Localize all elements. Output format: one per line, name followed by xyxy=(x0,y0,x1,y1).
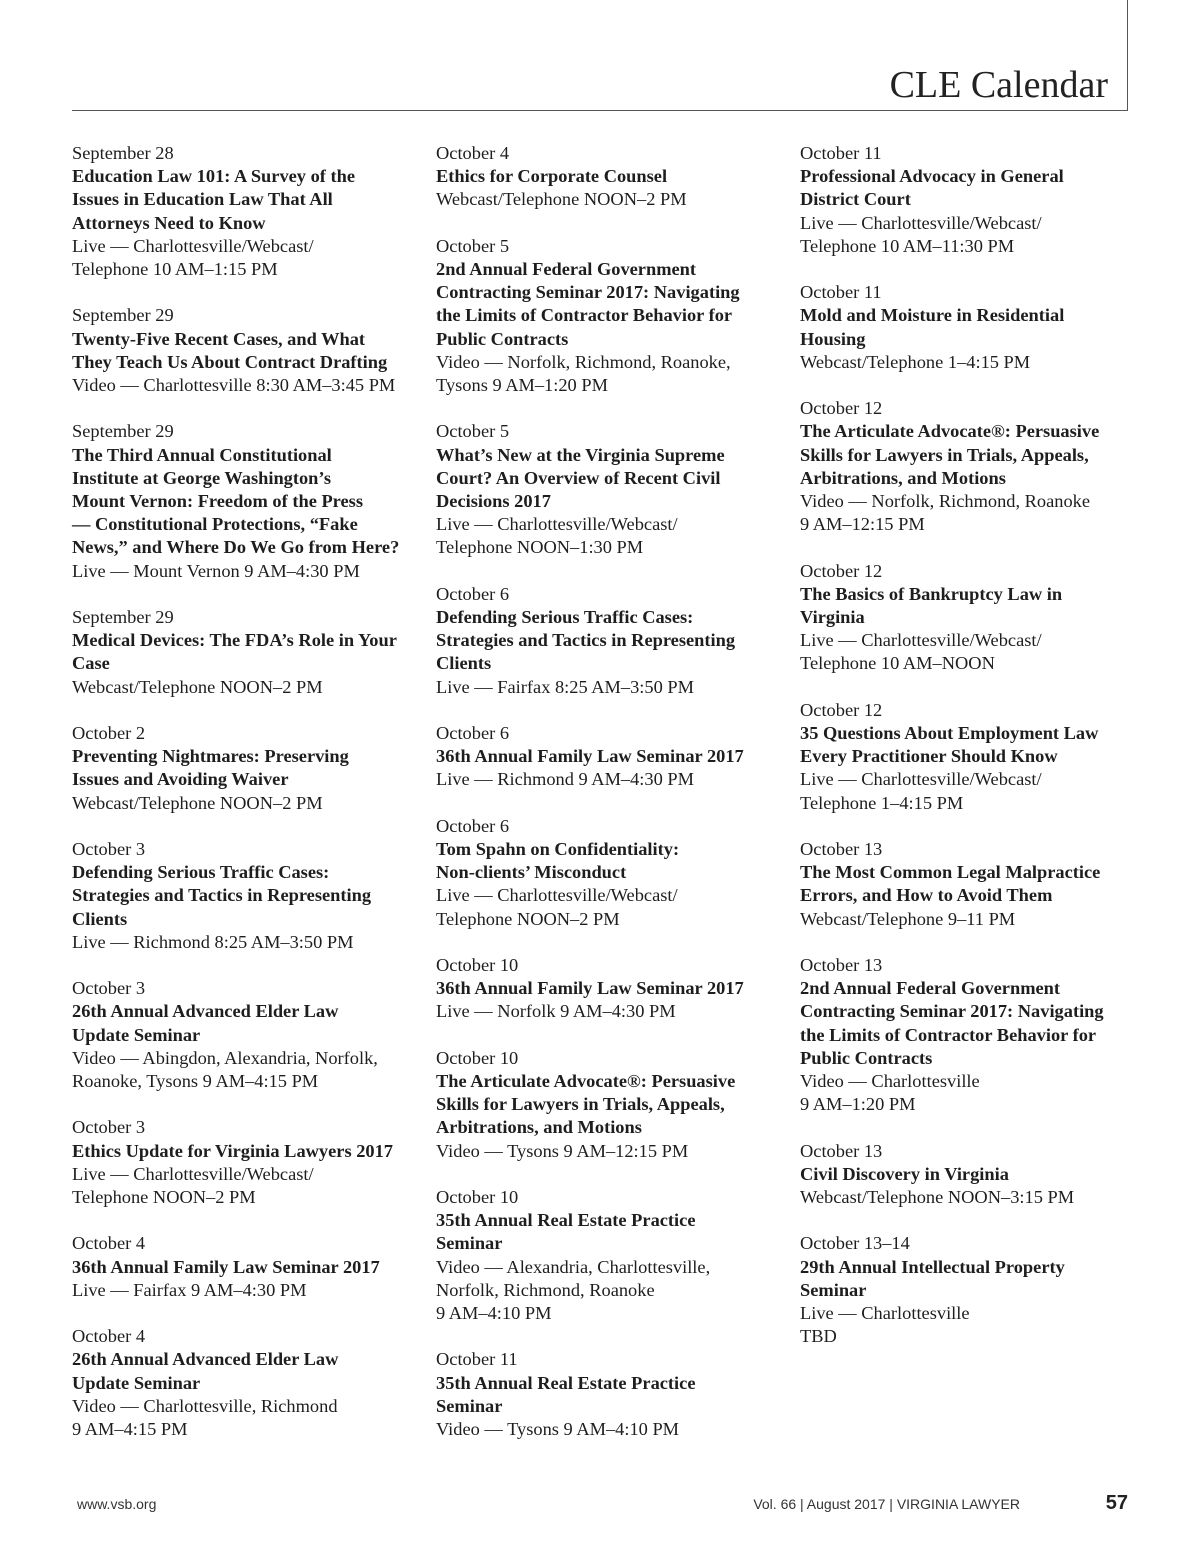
calendar-entry xyxy=(800,699,1152,815)
entry-title-line: 26th Annual Advanced Elder Law xyxy=(72,1001,339,1022)
entry-details-line: Live — Charlottesville xyxy=(800,1303,970,1324)
entry-date: October 10 xyxy=(436,1047,519,1068)
entry-title-line: Civil Discovery in Virginia xyxy=(800,1163,1009,1184)
entry-details-line: Video — Norfolk, Richmond, Roanoke xyxy=(800,491,1091,512)
footer-website: www.vsb.org xyxy=(77,1496,157,1512)
entry-title-line: Public Contracts xyxy=(436,328,569,349)
entry-details-line: Telephone NOON–2 PM xyxy=(436,908,620,929)
header-rule xyxy=(72,110,1128,111)
entry-title-line: 36th Annual Family Law Seminar 2017 xyxy=(72,1256,380,1277)
entry-date: October 3 xyxy=(72,978,146,999)
entry-date: October 3 xyxy=(72,839,146,860)
entry-title-line: The Third Annual Constitutional xyxy=(72,444,332,465)
entry-title-line: — Constitutional Protections, “Fake xyxy=(72,514,358,535)
entry-title-line: Preventing Nightmares: Preserving xyxy=(72,746,349,767)
entry-title-line: Errors, and How to Avoid Them xyxy=(800,885,1053,906)
calendar-entry xyxy=(436,954,788,1024)
entry-date: October 10 xyxy=(436,1187,519,1208)
entry-title-line: Mold and Moisture in Residential xyxy=(800,305,1065,326)
entry-details-line: TBD xyxy=(800,1326,837,1347)
entry-details-line: Video — Charlottesville, Richmond xyxy=(72,1395,338,1416)
entry-details-line: Live — Richmond 9 AM–4:30 PM xyxy=(436,769,694,790)
entry-title-line: Case xyxy=(72,653,110,674)
entry-title-line: Court? An Overview of Recent Civil xyxy=(436,467,721,488)
entry-details-line: Live — Charlottesville/Webcast/ xyxy=(800,630,1042,651)
entry-title-line: Non-clients’ Misconduct xyxy=(436,862,627,883)
entry-title-line: What’s New at the Virginia Supreme xyxy=(436,444,725,465)
entry-date: October 4 xyxy=(72,1326,146,1347)
entry-details-line: Live — Fairfax 9 AM–4:30 PM xyxy=(72,1279,307,1300)
entry-title-line: Skills for Lawyers in Trials, Appeals, xyxy=(436,1094,725,1115)
entry-title-line: The Most Common Legal Malpractice xyxy=(800,862,1101,883)
calendar-entry xyxy=(436,1348,788,1441)
entry-date: October 4 xyxy=(436,143,510,163)
entry-date: October 12 xyxy=(800,560,883,581)
calendar-entry xyxy=(436,583,788,699)
entry-details-line: Telephone 10 AM–1:15 PM xyxy=(72,259,278,280)
calendar-entry xyxy=(800,1140,1152,1210)
entry-title-line: News,” and Where Do We Go from Here? xyxy=(72,537,400,558)
calendar-entry xyxy=(436,142,788,212)
entry-details-line: Webcast/Telephone 1–4:15 PM xyxy=(800,351,1031,372)
entry-date: October 11 xyxy=(800,143,882,163)
calendar-entry xyxy=(436,235,788,397)
entry-title-line: Skills for Lawyers in Trials, Appeals, xyxy=(800,444,1089,465)
entry-date: October 13 xyxy=(800,955,883,976)
entry-date: October 5 xyxy=(436,235,510,256)
calendar-entry xyxy=(436,420,788,559)
entry-details-line: Telephone NOON–2 PM xyxy=(72,1187,256,1208)
entry-details-line: Video — Tysons 9 AM–12:15 PM xyxy=(436,1140,689,1161)
entry-details-line: Video — Norfolk, Richmond, Roanoke, xyxy=(436,351,731,372)
entry-details-line: Telephone 10 AM–NOON xyxy=(800,653,995,674)
entry-title-line: They Teach Us About Contract Drafting xyxy=(72,351,388,372)
entry-title-line: Defending Serious Traffic Cases: xyxy=(72,862,330,883)
entry-date: October 6 xyxy=(436,815,510,836)
entry-title-line: Every Practitioner Should Know xyxy=(800,746,1058,767)
entry-title-line: Issues in Education Law That All xyxy=(72,189,333,210)
entry-title-line: Seminar xyxy=(436,1395,503,1416)
entry-date: October 13 xyxy=(800,1140,883,1161)
entry-date: October 11 xyxy=(800,282,882,303)
entry-date: October 2 xyxy=(72,723,146,744)
calendar-entry xyxy=(436,815,788,931)
entry-date: October 3 xyxy=(72,1117,146,1138)
calendar-entry xyxy=(800,954,1152,1116)
entry-details-line: Live — Charlottesville/Webcast/ xyxy=(436,514,678,535)
entry-details-line: Telephone 10 AM–11:30 PM xyxy=(800,235,1015,256)
entry-title-line: Arbitrations, and Motions xyxy=(800,467,1006,488)
entry-title-line: Clients xyxy=(436,653,492,674)
entry-details-line: Telephone NOON–1:30 PM xyxy=(436,537,644,558)
calendar-entry xyxy=(800,1232,1152,1348)
entry-title-line: Strategies and Tactics in Representing xyxy=(436,630,736,651)
entry-title-line: 36th Annual Family Law Seminar 2017 xyxy=(436,746,744,767)
entry-title-line: Tom Spahn on Confidentiality: xyxy=(436,839,680,860)
entry-details-line: Live — Fairfax 8:25 AM–3:50 PM xyxy=(436,676,694,697)
calendar-entry xyxy=(436,722,788,792)
entry-title-line: Seminar xyxy=(800,1279,867,1300)
calendar-entry xyxy=(72,142,424,281)
entry-title-line: District Court xyxy=(800,189,911,210)
page-title: CLE Calendar xyxy=(889,64,1108,106)
entry-title-line: Contracting Seminar 2017: Navigating xyxy=(800,1001,1104,1022)
entry-date: October 12 xyxy=(800,398,883,419)
entry-title-line: Strategies and Tactics in Representing xyxy=(72,885,372,906)
entry-details-line: Webcast/Telephone NOON–2 PM xyxy=(72,792,323,813)
header-right-rule xyxy=(1127,0,1128,111)
entry-title-line: Update Seminar xyxy=(72,1372,201,1393)
entry-details-line: Webcast/Telephone NOON–3:15 PM xyxy=(800,1187,1075,1208)
entry-date: September 29 xyxy=(72,607,174,628)
calendar-column-2 xyxy=(436,142,788,1464)
entry-details-line: Telephone 1–4:15 PM xyxy=(800,792,964,813)
entry-details-line: Roanoke, Tysons 9 AM–4:15 PM xyxy=(72,1071,319,1092)
entry-title-line: Institute at George Washington’s xyxy=(72,467,332,488)
entry-title-line: the Limits of Contractor Behavior for xyxy=(436,305,733,326)
entry-title-line: the Limits of Contractor Behavior for xyxy=(800,1024,1097,1045)
entry-title-line: Professional Advocacy in General xyxy=(800,166,1064,187)
entry-title-line: Update Seminar xyxy=(72,1024,201,1045)
calendar-entry xyxy=(72,606,424,699)
calendar-entry xyxy=(72,1232,424,1302)
entry-title-line: Housing xyxy=(800,328,866,349)
entry-details-line: Live — Charlottesville/Webcast/ xyxy=(800,769,1042,790)
page-number: 57 xyxy=(1105,1492,1128,1514)
entry-title-line: Decisions 2017 xyxy=(436,491,551,512)
entry-date: October 6 xyxy=(436,583,510,604)
entry-details-line: Video — Charlottesville 8:30 AM–3:45 PM xyxy=(72,375,396,396)
entry-title-line: Virginia xyxy=(800,607,865,628)
calendar-entry xyxy=(72,304,424,397)
entry-title-line: Seminar xyxy=(436,1233,503,1254)
entry-title-line: Mount Vernon: Freedom of the Press xyxy=(72,491,363,512)
entry-title-line: Ethics for Corporate Counsel xyxy=(436,166,668,187)
entry-title-line: 2nd Annual Federal Government xyxy=(436,259,697,279)
entry-date: September 29 xyxy=(72,421,174,442)
entry-date: October 13 xyxy=(800,839,883,860)
entry-title-line: Clients xyxy=(72,908,128,929)
calendar-entry xyxy=(72,420,424,582)
entry-title-line: Defending Serious Traffic Cases: xyxy=(436,607,694,628)
entry-details-line: Webcast/Telephone NOON–2 PM xyxy=(72,676,323,697)
calendar-entry xyxy=(800,281,1152,374)
entry-title-line: 26th Annual Advanced Elder Law xyxy=(72,1349,339,1370)
entry-date: October 5 xyxy=(436,421,510,442)
calendar-entry xyxy=(72,977,424,1093)
calendar-entry xyxy=(436,1047,788,1163)
calendar-entry xyxy=(800,142,1152,258)
entry-title-line: Issues and Avoiding Waiver xyxy=(72,769,289,790)
entry-date: October 10 xyxy=(436,955,519,976)
calendar-entry xyxy=(800,560,1152,676)
entry-date: October 11 xyxy=(436,1349,518,1370)
entry-details-line: Live — Richmond 8:25 AM–3:50 PM xyxy=(72,931,354,952)
entry-date: October 13–14 xyxy=(800,1233,910,1254)
entry-details-line: Webcast/Telephone NOON–2 PM xyxy=(436,189,687,210)
entry-title-line: Ethics Update for Virginia Lawyers 2017 xyxy=(72,1140,393,1161)
entry-title-line: Arbitrations, and Motions xyxy=(436,1117,642,1138)
calendar-column-3 xyxy=(800,142,1152,1372)
calendar-entry xyxy=(72,838,424,954)
entry-details-line: Tysons 9 AM–1:20 PM xyxy=(436,375,608,396)
entry-details-line: Live — Charlottesville/Webcast/ xyxy=(72,235,314,256)
entry-details-line: Live — Mount Vernon 9 AM–4:30 PM xyxy=(72,560,360,581)
calendar-entry xyxy=(800,397,1152,536)
entry-title-line: 35 Questions About Employment Law xyxy=(800,723,1099,744)
entry-details-line: Video — Charlottesville xyxy=(800,1071,980,1092)
entry-title-line: 35th Annual Real Estate Practice xyxy=(436,1372,696,1393)
entry-title-line: 35th Annual Real Estate Practice xyxy=(436,1210,696,1231)
entry-title-line: Public Contracts xyxy=(800,1047,933,1068)
entry-title-line: Attorneys Need to Know xyxy=(72,212,266,233)
entry-date: October 6 xyxy=(436,723,510,744)
entry-date: October 4 xyxy=(72,1233,146,1254)
calendar-entry xyxy=(72,722,424,815)
entry-title-line: The Articulate Advocate®: Persuasive xyxy=(436,1071,736,1092)
entry-title-line: Twenty-Five Recent Cases, and What xyxy=(72,328,366,349)
entry-details-line: Live — Norfolk 9 AM–4:30 PM xyxy=(436,1001,676,1022)
calendar-entry xyxy=(436,1186,788,1325)
calendar-entry xyxy=(72,1325,424,1441)
entry-details-line: Live — Charlottesville/Webcast/ xyxy=(436,885,678,906)
entry-details-line: 9 AM–12:15 PM xyxy=(800,514,925,535)
entry-details-line: 9 AM–4:15 PM xyxy=(72,1419,188,1440)
entry-details-line: Live — Charlottesville/Webcast/ xyxy=(800,212,1042,233)
calendar-column-1 xyxy=(72,142,424,1464)
entry-details-line: Video — Alexandria, Charlottesville, xyxy=(436,1256,711,1277)
entry-title-line: Medical Devices: The FDA’s Role in Your xyxy=(72,630,397,651)
entry-details-line: 9 AM–1:20 PM xyxy=(800,1094,916,1115)
entry-details-line: Video — Tysons 9 AM–4:10 PM xyxy=(436,1419,680,1440)
entry-date: September 28 xyxy=(72,143,174,163)
entry-title-line: The Articulate Advocate®: Persuasive xyxy=(800,421,1100,442)
entry-title-line: 2nd Annual Federal Government xyxy=(800,978,1061,999)
entry-date: October 12 xyxy=(800,699,883,720)
entry-title-line: 29th Annual Intellectual Property xyxy=(800,1256,1065,1277)
entry-details-line: Norfolk, Richmond, Roanoke xyxy=(436,1279,655,1300)
footer-issue: Vol. 66 | August 2017 | VIRGINIA LAWYER xyxy=(753,1496,1020,1512)
entry-title-line: The Basics of Bankruptcy Law in xyxy=(800,583,1063,604)
entry-title-line: Education Law 101: A Survey of the xyxy=(72,166,356,187)
entry-details-line: Webcast/Telephone 9–11 PM xyxy=(800,908,1016,929)
entry-details-line: Live — Charlottesville/Webcast/ xyxy=(72,1163,314,1184)
entry-title-line: 36th Annual Family Law Seminar 2017 xyxy=(436,978,744,999)
entry-date: September 29 xyxy=(72,305,174,326)
entry-details-line: Video — Abingdon, Alexandria, Norfolk, xyxy=(72,1047,378,1068)
entry-details-line: 9 AM–4:10 PM xyxy=(436,1303,552,1324)
entry-title-line: Contracting Seminar 2017: Navigating xyxy=(436,282,740,303)
calendar-entry xyxy=(72,1116,424,1209)
calendar-entry xyxy=(800,838,1152,931)
